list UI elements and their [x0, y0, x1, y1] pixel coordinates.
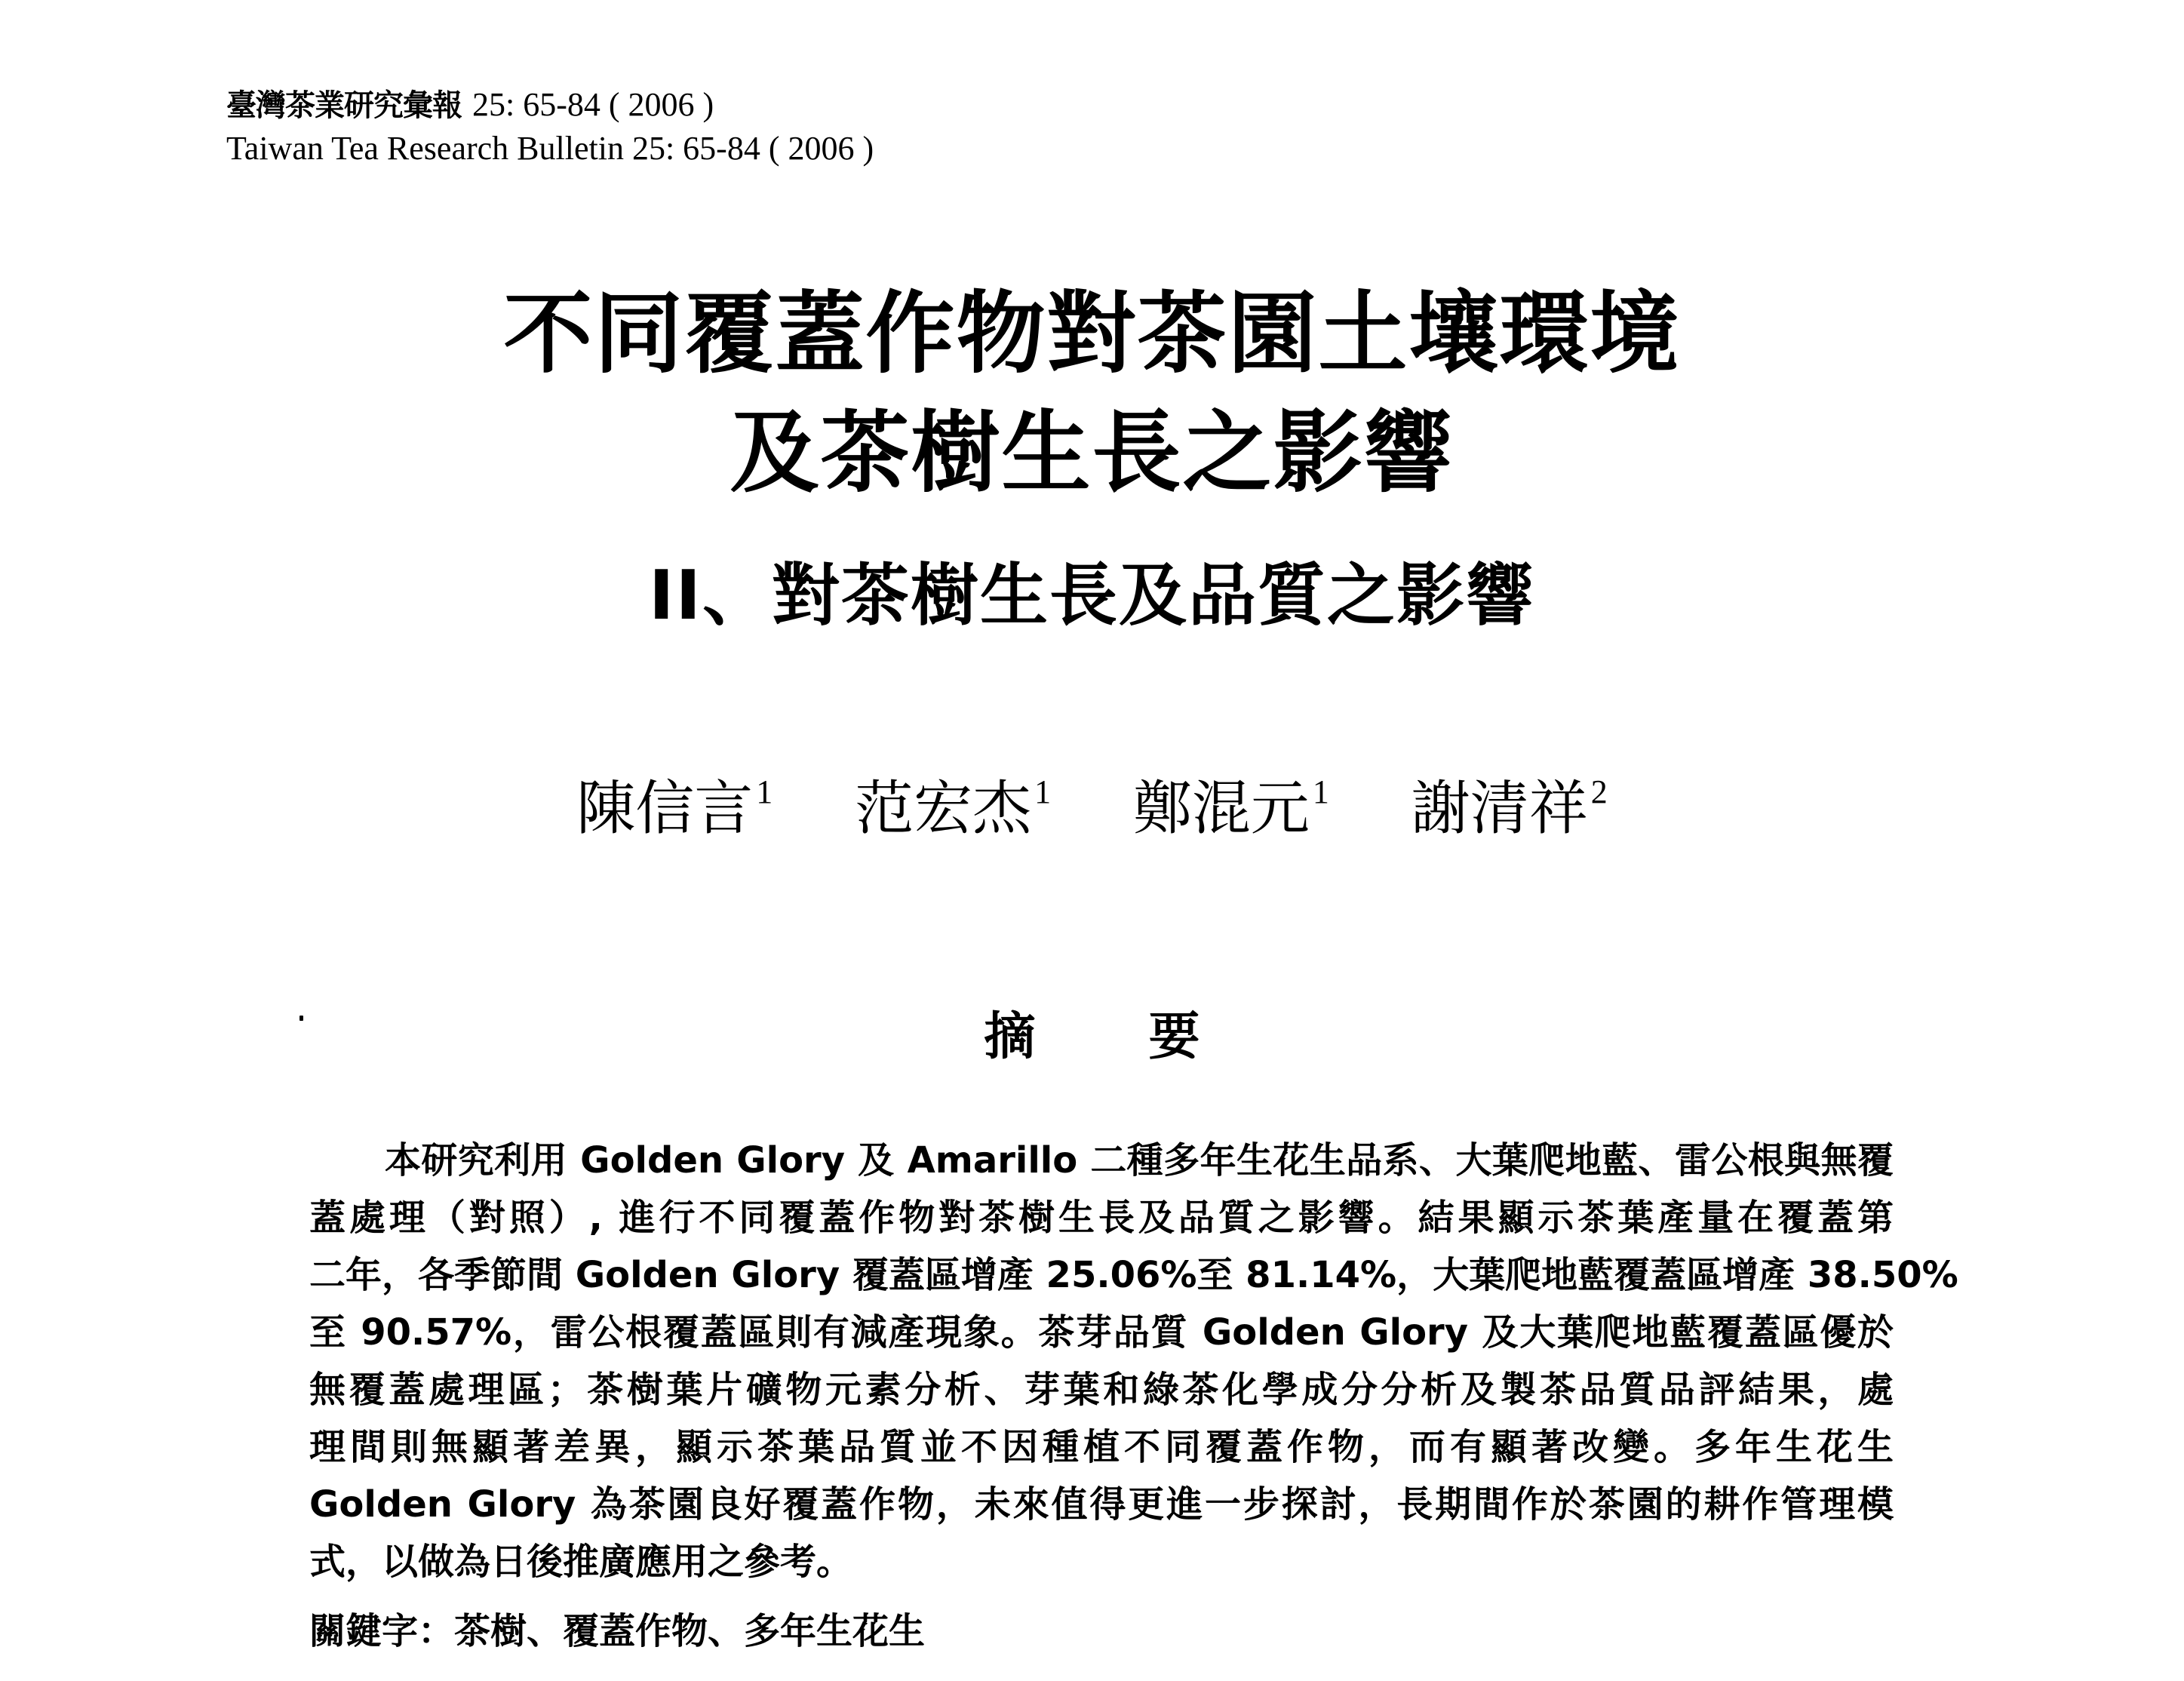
author [855, 754, 1051, 847]
keywords-label: 關鍵字： [309, 1610, 455, 1652]
author-affiliation: 1 [1312, 773, 1329, 810]
journal-header-en: Taiwan Tea Research Bulletin 25: 65-84 ( 2006 ) [226, 130, 874, 167]
author-affiliation: 1 [756, 773, 773, 810]
keywords-list: 茶樹、覆蓋作物、多年生花生 [454, 1610, 926, 1652]
abstract-heading-char-1: 摘 [984, 1007, 1036, 1067]
author-list [0, 754, 2184, 847]
author [1411, 754, 1608, 847]
abstract-line: 二年，各季節間 Golden Glory 覆蓋區增產 25.06%至 81.14%，大葉爬地藍覆蓋區增產 38.50% [309, 1254, 1958, 1296]
journal-name-cn: 臺灣茶業研究彙報 [226, 88, 462, 123]
paper-title-line-2: 及茶樹生長之影響 [730, 401, 1454, 505]
abstract-heading [0, 1003, 2184, 1071]
journal-issue: 25: 65-84 ( 2006 ) [472, 86, 714, 123]
author [576, 754, 773, 847]
author-name: 鄭混元 [1132, 775, 1310, 843]
journal-header-cn [226, 85, 714, 126]
abstract-heading-char-2: 要 [1148, 1007, 1200, 1067]
abstract-line: 本研究利用 Golden Glory 及 Amarillo 二種多年生花生品系、大葉爬地藍、雷公根與無覆 [385, 1139, 1894, 1182]
abstract-line: 理間則無顯著差異，顯示茶葉品質並不因種植不同覆蓋作物，而有顯著改變。多年生花生 [309, 1426, 1894, 1468]
paper-title-line-1: 不同覆蓋作物對茶園土壤環境 [503, 281, 1681, 386]
abstract-line: 無覆蓋處理區；茶樹葉片礦物元素分析、芽葉和綠茶化學成分分析及製茶品質品評結果，處 [309, 1369, 1894, 1411]
author-name: 謝清祥 [1411, 775, 1588, 843]
abstract-body [309, 1132, 1958, 1590]
author-affiliation: 1 [1034, 773, 1052, 810]
abstract-line: 式，以做為日後推廣應用之參考。 [309, 1541, 853, 1583]
author-name: 陳信言 [576, 775, 754, 843]
author [1133, 754, 1329, 847]
author-affiliation: 2 [1590, 773, 1608, 810]
author-name: 范宏杰 [855, 775, 1032, 843]
paper-subtitle: II、對茶樹生長及品質之影響 [649, 556, 1535, 635]
abstract-line: 蓋處理（對照）, 進行不同覆蓋作物對茶樹生長及品質之影響。結果顯示茶葉產量在覆蓋第 [309, 1197, 1894, 1239]
keywords [309, 1603, 925, 1660]
abstract-line: 至 90.57%，雷公根覆蓋區則有減產現象。茶芽品質 Golden Glory 及大葉爬地藍覆蓋區優於 [309, 1311, 1894, 1354]
abstract-line: Golden Glory 為茶園良好覆蓋作物，未來值得更進一步探討，長期間作於茶園的耕作管理模 [309, 1483, 1894, 1526]
